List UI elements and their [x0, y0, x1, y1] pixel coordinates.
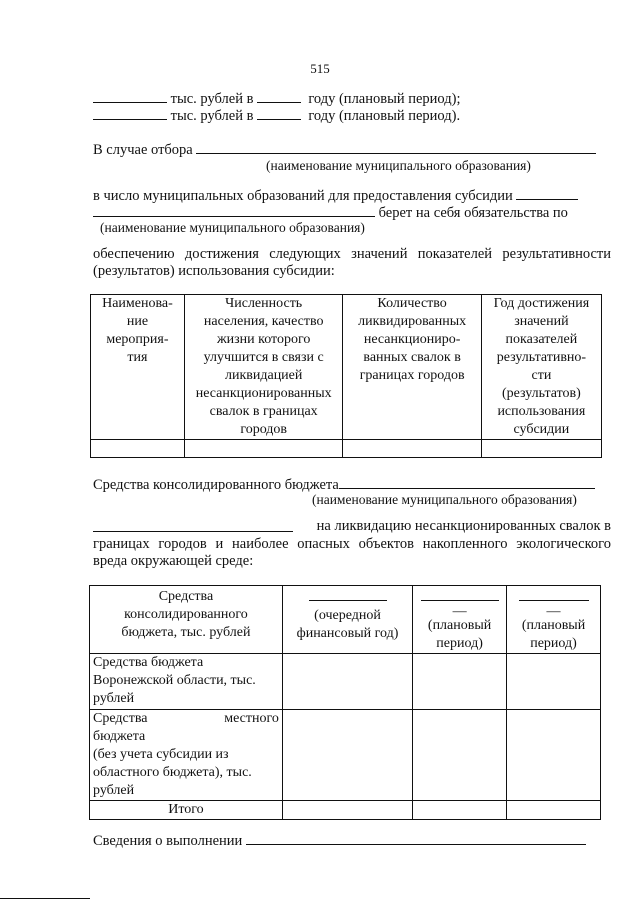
budget-table — [89, 585, 601, 820]
table2-cell — [282, 710, 412, 801]
table1-header-population: Численность населения, качество жизни которого улучшится в связи с ликвидацией несанкционированных свалок в границах городов — [184, 295, 343, 440]
table2-header-planned-1: — (плановый период) — [413, 586, 507, 654]
table2-cell — [413, 710, 507, 801]
table2-row-local-budget: Средства местного бюджета (без учета субсидии из областного бюджета), тыс. рублей — [90, 710, 283, 801]
table2-cell — [507, 801, 601, 820]
planned-period-line-2: тыс. рублей в году (плановый период). — [93, 105, 460, 125]
table2-cell — [282, 654, 412, 710]
municipality-name-note-1: (наименование муниципального образования) — [266, 158, 531, 173]
page-number: 515 — [310, 61, 330, 76]
table1-cell — [481, 440, 601, 458]
paragraph-indicators-line-2: (результатов) использования субсидии: — [93, 263, 335, 279]
table1-cell — [91, 440, 185, 458]
footnote-divider — [0, 898, 90, 899]
table1-header-event: Наименова- ние мероприя- тия — [91, 295, 185, 440]
liquidation-line-b: границах городов и наиболее опасных объектов накопленного экологического — [93, 536, 611, 552]
obligation-line: берет на себя обязательства по — [93, 202, 568, 222]
planned-period-line-1: тыс. рублей в году (плановый период); — [93, 88, 461, 108]
municipality-name-note-2: (наименование муниципального образования) — [100, 220, 365, 235]
table2-total-label: Итого — [90, 801, 283, 820]
table1-header-year: Год достижения значений показателей результативно- сти (результатов) использования субсидии — [481, 295, 601, 440]
indicators-table — [90, 294, 602, 458]
table2-cell — [282, 801, 412, 820]
table2-cell — [507, 654, 601, 710]
table1-header-dumps-count: Количество ликвидированных несанкциониро- ванных свалок в границах городов — [343, 295, 481, 440]
consolidated-budget-line: Средства консолидированного бюджета — [93, 474, 595, 494]
table2-header-planned-2: — (плановый период) — [507, 586, 601, 654]
liquidation-line-c: вреда окружающей среде: — [93, 553, 254, 569]
selection-line: В случае отбора — [93, 139, 596, 159]
table1-cell — [343, 440, 481, 458]
paragraph-indicators-line-1: обеспечению достижения следующих значений показателей результативности — [93, 246, 611, 262]
table2-cell — [413, 801, 507, 820]
table2-header-next-year: (очередной финансовый год) — [282, 586, 412, 654]
liquidation-line-a: на ликвидацию несанкционированных свалок в — [93, 517, 611, 535]
table2-cell — [413, 654, 507, 710]
municipality-name-note-3: (наименование муниципального образования) — [312, 492, 577, 507]
table2-row-regional-budget: Средства бюджета Воронежской области, тыс. рублей — [90, 654, 283, 710]
table2-cell — [507, 710, 601, 801]
execution-info-line: Сведения о выполнении — [93, 830, 586, 850]
table2-header-funds: Средства консолидированного бюджета, тыс. рублей — [90, 586, 283, 654]
municipal-list-line: в число муниципальных образований для предоставления субсидии — [93, 185, 578, 205]
table1-cell — [184, 440, 343, 458]
